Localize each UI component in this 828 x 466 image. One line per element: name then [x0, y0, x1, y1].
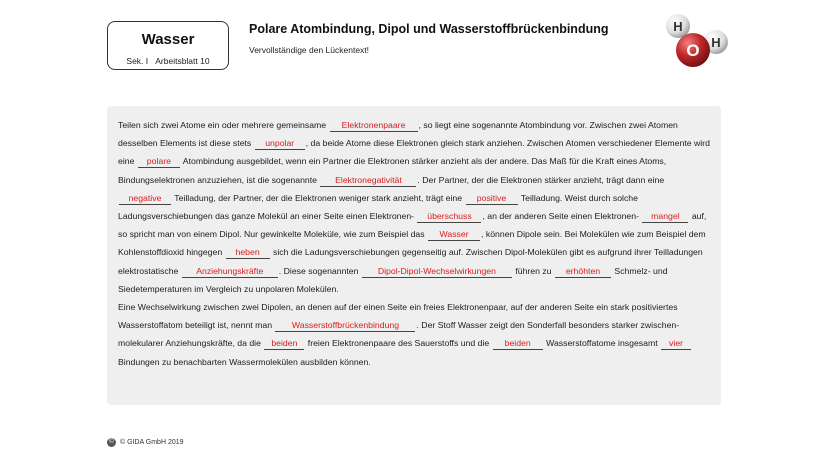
- text-segment: , so liegt eine sogenannte Atombindung vor. Zwischen zwei Atomen desselben Elements ist diese stets: [118, 120, 678, 149]
- answer-blank: beiden: [493, 338, 543, 350]
- answer-blank: Anziehungskräfte: [182, 266, 278, 278]
- answer-blank: Wasserstoffbrückenbindung: [275, 320, 415, 332]
- text-segment: . Diese sogenannten: [278, 265, 359, 276]
- text-segment: auf, so spricht man von einem Dipol. Nur gewinkelte Moleküle, wie zum Beispiel das: [118, 211, 707, 240]
- text-segment: freien Elektronenpaare des Sauerstoffs und die: [307, 338, 490, 349]
- answer-blank: polare: [138, 156, 180, 168]
- text-segment: . Der Stoff Wasser zeigt den Sonderfall besonders starker zwischen-molekularer Anziehungskräfte, da die: [118, 320, 680, 349]
- text-segment: Eine Wechselwirkung zwischen zwei Dipolen, an denen auf der einen Seite ein freies Elektronenpaar, auf der anderen Seite ein stark positiviertes Wasserstoffatom beteiligt ist, nennt man: [118, 302, 678, 331]
- answer-blank: negative: [119, 193, 171, 205]
- answer-blank: mangel: [642, 211, 688, 223]
- answer-blank: heben: [226, 247, 270, 259]
- task-instruction: Vervollständige den Lückentext!: [249, 45, 370, 55]
- copyright-text: © GIDA GmbH 2019: [120, 439, 184, 446]
- sheet-label: Arbeitsblatt 10: [155, 56, 210, 66]
- text-segment: Teilladung. Weist durch solche Ladungsverschiebungen das ganze Molekül an einer Seite einen Elektronen-: [118, 192, 638, 222]
- hydrogen-label-left: H: [673, 19, 683, 34]
- footer: [107, 438, 184, 447]
- answer-blank: vier: [661, 338, 691, 350]
- answer-blank: unpolar: [255, 138, 305, 150]
- answer-blank: erhöhten: [555, 266, 611, 278]
- sheet-meta: [108, 56, 228, 66]
- page-title: Polare Atombindung, Dipol und Wasserstoffbrückenbindung: [249, 22, 609, 36]
- answer-blank: Dipol-Dipol-Wechselwirkungen: [362, 266, 512, 278]
- answer-blank: Elektronenpaare: [330, 120, 418, 132]
- answer-blank: Wasser: [428, 229, 480, 241]
- text-segment: . Der Partner, der die Elektronen stärker anzieht, trägt dann eine: [417, 174, 665, 185]
- text-segment: Teilladung, der Partner, der die Elektronen weniger stark anzieht, trägt eine: [174, 192, 463, 203]
- level-label: Sek. I: [126, 56, 149, 66]
- cloze-text: [118, 116, 711, 371]
- worksheet-title-box: [107, 21, 229, 70]
- text-segment: Atombindung ausgebildet, wenn ein Partner die Elektronen stärker anzieht als der andere. Das Maß für die Kraft eines Atoms, Bindungselektronen anzuziehen, ist die sogenannte: [118, 156, 667, 185]
- text-segment: , da beide Atome diese Elektronen gleich stark anziehen. Zwischen Atomen verschiedener Elemente wird eine: [118, 138, 710, 167]
- answer-blank: positive: [466, 193, 518, 205]
- cloze-text-panel: [107, 106, 721, 405]
- text-segment: , an der anderen Seite einen Elektronen-: [482, 211, 639, 222]
- oxygen-label: O: [686, 41, 700, 60]
- answer-blank: Elektronegativität: [320, 175, 416, 187]
- answer-blank: überschuss: [417, 211, 481, 223]
- text-segment: sich die Ladungsverschiebungen gegenseitig auf. Zwischen Dipol-Molekülen gibt es aufgrund ihrer Teilladungen elektrostatische: [118, 247, 703, 276]
- text-segment: Teilen sich zwei Atome ein oder mehrere gemeinsame: [118, 120, 327, 130]
- answer-blank: beiden: [264, 338, 304, 350]
- text-segment: Wasserstoffatome insgesamt: [546, 338, 658, 349]
- water-molecule-icon: [662, 12, 734, 74]
- text-segment: Bindungen zu benachbarten Wassermolekülen ausbilden können.: [118, 356, 371, 367]
- text-segment: Schmelz- und Siedetemperaturen im Vergleich zu unpolaren Molekülen.: [118, 265, 668, 294]
- text-segment: , können Dipole sein. Bei Molekülen wie zum Beispiel dem Kohlenstoffdioxid hingegen: [118, 229, 706, 258]
- gida-logo-icon: ©: [107, 438, 116, 447]
- text-segment: führen zu: [515, 265, 552, 276]
- hydrogen-label-right: H: [711, 35, 721, 50]
- topic-title: Wasser: [141, 31, 195, 48]
